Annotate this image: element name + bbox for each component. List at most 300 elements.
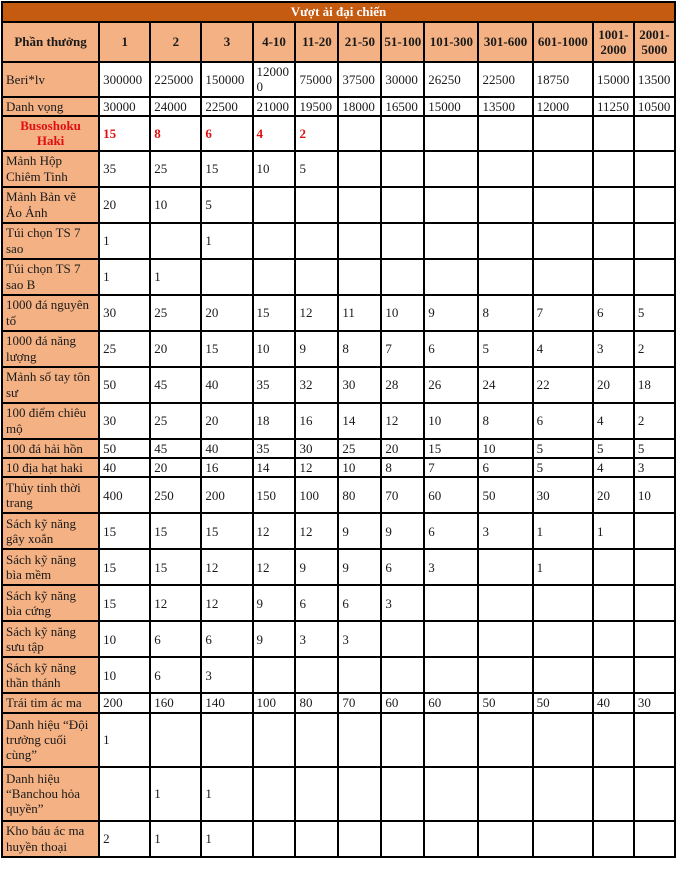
reward-value: 70 bbox=[338, 693, 381, 712]
reward-value: 15 bbox=[253, 295, 296, 331]
reward-value: 45 bbox=[150, 367, 201, 403]
reward-value bbox=[478, 187, 532, 223]
reward-value: 10 bbox=[424, 403, 478, 439]
reward-value bbox=[478, 585, 532, 621]
table-row bbox=[2, 259, 675, 295]
reward-value: 3 bbox=[201, 657, 252, 693]
reward-value: 1 bbox=[99, 223, 150, 259]
reward-value: 40 bbox=[201, 439, 252, 458]
reward-value: 40 bbox=[593, 693, 634, 712]
reward-label: Túi chọn TS 7 sao B bbox=[2, 259, 99, 295]
reward-value bbox=[150, 713, 201, 767]
rank-header: 51-100 bbox=[381, 22, 424, 62]
reward-label: Sách kỹ năng bìa mềm bbox=[2, 549, 99, 585]
reward-value: 12 bbox=[295, 458, 338, 477]
reward-value bbox=[478, 621, 532, 657]
reward-value: 8 bbox=[478, 403, 532, 439]
reward-value: 50 bbox=[99, 367, 150, 403]
reward-value bbox=[478, 657, 532, 693]
reward-value bbox=[253, 767, 296, 821]
reward-value bbox=[424, 657, 478, 693]
reward-label: Busoshoku Haki bbox=[2, 116, 99, 151]
reward-label: Sách kỹ năng bìa cứng bbox=[2, 585, 99, 621]
reward-label: Thủy tinh thời trang bbox=[2, 477, 99, 513]
reward-value bbox=[533, 767, 593, 821]
reward-value: 200 bbox=[201, 477, 252, 513]
reward-value: 18750 bbox=[533, 62, 593, 97]
reward-value: 45 bbox=[150, 439, 201, 458]
reward-value bbox=[593, 821, 634, 857]
reward-value: 2 bbox=[295, 116, 338, 151]
reward-value: 10 bbox=[338, 458, 381, 477]
rank-header: 301-600 bbox=[478, 22, 532, 62]
reward-value: 18000 bbox=[338, 97, 381, 116]
reward-value: 225000 bbox=[150, 62, 201, 97]
reward-value: 50 bbox=[478, 693, 532, 712]
reward-value: 22500 bbox=[478, 62, 532, 97]
reward-label: Mảnh số tay tôn sư bbox=[2, 367, 99, 403]
reward-value bbox=[634, 713, 675, 767]
reward-value bbox=[593, 116, 634, 151]
reward-value bbox=[424, 259, 478, 295]
reward-value: 6 bbox=[593, 295, 634, 331]
reward-value bbox=[338, 821, 381, 857]
table-row bbox=[2, 477, 675, 513]
reward-value: 9 bbox=[253, 585, 296, 621]
reward-value: 9 bbox=[424, 295, 478, 331]
rank-header: 3 bbox=[201, 22, 252, 62]
reward-value bbox=[424, 621, 478, 657]
reward-value: 4 bbox=[593, 458, 634, 477]
reward-value: 9 bbox=[253, 621, 296, 657]
rank-header: 4-10 bbox=[253, 22, 296, 62]
reward-value: 7 bbox=[533, 295, 593, 331]
reward-value: 1 bbox=[150, 767, 201, 821]
reward-value: 6 bbox=[424, 513, 478, 549]
reward-value bbox=[295, 187, 338, 223]
reward-value: 150000 bbox=[201, 62, 252, 97]
reward-value bbox=[593, 713, 634, 767]
reward-value bbox=[381, 259, 424, 295]
rewards-table bbox=[1, 1, 676, 858]
reward-value: 12 bbox=[253, 549, 296, 585]
table-row bbox=[2, 223, 675, 259]
reward-value: 1 bbox=[99, 259, 150, 295]
reward-value bbox=[478, 259, 532, 295]
reward-value bbox=[424, 713, 478, 767]
reward-value: 14 bbox=[338, 403, 381, 439]
table-row bbox=[2, 621, 675, 657]
reward-value: 1 bbox=[150, 259, 201, 295]
reward-value: 20 bbox=[150, 458, 201, 477]
reward-value: 25 bbox=[150, 151, 201, 187]
rank-header: 11-20 bbox=[295, 22, 338, 62]
reward-value: 20 bbox=[593, 477, 634, 513]
reward-value: 10 bbox=[381, 295, 424, 331]
table-row bbox=[2, 821, 675, 857]
reward-value: 15000 bbox=[424, 97, 478, 116]
reward-value bbox=[634, 187, 675, 223]
reward-value: 40 bbox=[99, 458, 150, 477]
reward-label: Trái tim ác ma bbox=[2, 693, 99, 712]
reward-value: 5 bbox=[593, 439, 634, 458]
reward-value bbox=[533, 585, 593, 621]
reward-value: 15 bbox=[201, 331, 252, 367]
table-row bbox=[2, 549, 675, 585]
reward-value: 2 bbox=[99, 821, 150, 857]
reward-value: 6 bbox=[338, 585, 381, 621]
reward-value: 3 bbox=[338, 621, 381, 657]
reward-value bbox=[253, 259, 296, 295]
reward-value: 15 bbox=[150, 549, 201, 585]
table-row bbox=[2, 657, 675, 693]
reward-value bbox=[593, 767, 634, 821]
reward-value bbox=[295, 259, 338, 295]
reward-value: 20 bbox=[381, 439, 424, 458]
table-row bbox=[2, 767, 675, 821]
reward-value: 4 bbox=[593, 403, 634, 439]
reward-value: 9 bbox=[295, 331, 338, 367]
table-body bbox=[2, 62, 675, 857]
reward-value: 30000 bbox=[99, 97, 150, 116]
table-row bbox=[2, 458, 675, 477]
reward-value bbox=[478, 821, 532, 857]
reward-value: 22500 bbox=[201, 97, 252, 116]
reward-value: 160 bbox=[150, 693, 201, 712]
reward-value bbox=[593, 151, 634, 187]
reward-value: 4 bbox=[253, 116, 296, 151]
reward-label: Sách kỹ năng thần thánh bbox=[2, 657, 99, 693]
reward-value: 21000 bbox=[253, 97, 296, 116]
reward-value: 70 bbox=[381, 477, 424, 513]
reward-value: 28 bbox=[381, 367, 424, 403]
reward-value: 2 bbox=[634, 331, 675, 367]
reward-value: 1 bbox=[201, 223, 252, 259]
reward-value: 16 bbox=[201, 458, 252, 477]
reward-value: 1 bbox=[150, 821, 201, 857]
reward-value bbox=[381, 767, 424, 821]
reward-value: 6 bbox=[150, 657, 201, 693]
reward-value bbox=[424, 223, 478, 259]
reward-value: 18 bbox=[634, 367, 675, 403]
reward-value bbox=[478, 116, 532, 151]
reward-value: 10 bbox=[99, 621, 150, 657]
reward-value: 200 bbox=[99, 693, 150, 712]
reward-value bbox=[424, 116, 478, 151]
table-row bbox=[2, 151, 675, 187]
reward-value: 15000 bbox=[593, 62, 634, 97]
reward-value bbox=[634, 116, 675, 151]
table-row bbox=[2, 62, 675, 97]
reward-value: 60 bbox=[424, 693, 478, 712]
reward-value bbox=[381, 821, 424, 857]
reward-value: 26250 bbox=[424, 62, 478, 97]
reward-value bbox=[381, 187, 424, 223]
reward-value: 8 bbox=[478, 295, 532, 331]
reward-value bbox=[424, 767, 478, 821]
reward-value: 140 bbox=[201, 693, 252, 712]
reward-value: 40 bbox=[201, 367, 252, 403]
reward-value: 50 bbox=[533, 693, 593, 712]
reward-value: 5 bbox=[634, 295, 675, 331]
reward-value bbox=[634, 549, 675, 585]
reward-value bbox=[424, 585, 478, 621]
reward-value bbox=[533, 187, 593, 223]
reward-value: 5 bbox=[478, 331, 532, 367]
reward-value bbox=[381, 657, 424, 693]
reward-value: 1 bbox=[533, 549, 593, 585]
reward-value: 9 bbox=[295, 549, 338, 585]
reward-value: 30 bbox=[338, 367, 381, 403]
reward-value bbox=[201, 713, 252, 767]
reward-label: 10 địa hạt haki bbox=[2, 458, 99, 477]
reward-label: Beri*lv bbox=[2, 62, 99, 97]
reward-value: 25 bbox=[150, 295, 201, 331]
reward-value: 37500 bbox=[338, 62, 381, 97]
rank-header: 2001-5000 bbox=[634, 22, 675, 62]
reward-value bbox=[634, 657, 675, 693]
reward-value: 10 bbox=[253, 331, 296, 367]
reward-value bbox=[593, 657, 634, 693]
reward-value: 35 bbox=[253, 439, 296, 458]
reward-value bbox=[295, 223, 338, 259]
reward-value: 6 bbox=[424, 331, 478, 367]
reward-value: 24 bbox=[478, 367, 532, 403]
reward-value bbox=[253, 713, 296, 767]
reward-value: 250 bbox=[150, 477, 201, 513]
reward-value: 10 bbox=[150, 187, 201, 223]
reward-value: 35 bbox=[99, 151, 150, 187]
reward-value: 10 bbox=[253, 151, 296, 187]
reward-value: 20 bbox=[99, 187, 150, 223]
reward-label: 100 đá hải hồn bbox=[2, 439, 99, 458]
reward-value: 11 bbox=[338, 295, 381, 331]
reward-value: 15 bbox=[201, 513, 252, 549]
reward-value: 25 bbox=[338, 439, 381, 458]
reward-value: 8 bbox=[150, 116, 201, 151]
rank-header: 1 bbox=[99, 22, 150, 62]
reward-value: 20 bbox=[201, 403, 252, 439]
reward-value bbox=[533, 151, 593, 187]
rank-header: 21-50 bbox=[338, 22, 381, 62]
reward-value: 6 bbox=[533, 403, 593, 439]
reward-value bbox=[253, 223, 296, 259]
reward-value: 1 bbox=[201, 821, 252, 857]
rank-header: 601-1000 bbox=[533, 22, 593, 62]
reward-value bbox=[533, 259, 593, 295]
reward-value bbox=[533, 657, 593, 693]
table-row bbox=[2, 331, 675, 367]
reward-value bbox=[533, 621, 593, 657]
reward-value: 50 bbox=[99, 439, 150, 458]
reward-value: 11250 bbox=[593, 97, 634, 116]
reward-value: 12 bbox=[295, 513, 338, 549]
reward-value: 15 bbox=[150, 513, 201, 549]
reward-value: 35 bbox=[253, 367, 296, 403]
reward-value: 6 bbox=[201, 116, 252, 151]
reward-value: 25 bbox=[99, 331, 150, 367]
reward-value bbox=[478, 767, 532, 821]
reward-value: 5 bbox=[634, 439, 675, 458]
reward-value: 9 bbox=[338, 513, 381, 549]
reward-value: 10 bbox=[478, 439, 532, 458]
reward-value bbox=[593, 259, 634, 295]
reward-value: 20 bbox=[593, 367, 634, 403]
rank-header: 101-300 bbox=[424, 22, 478, 62]
reward-value: 6 bbox=[201, 621, 252, 657]
reward-value bbox=[338, 187, 381, 223]
reward-value: 20 bbox=[201, 295, 252, 331]
reward-value: 60 bbox=[424, 477, 478, 513]
reward-value bbox=[424, 187, 478, 223]
reward-value: 15 bbox=[99, 549, 150, 585]
table-row bbox=[2, 585, 675, 621]
reward-value bbox=[253, 821, 296, 857]
reward-label: Danh hiệu “Đội trưởng cuối cùng” bbox=[2, 713, 99, 767]
reward-value: 30 bbox=[634, 693, 675, 712]
reward-value: 20 bbox=[150, 331, 201, 367]
reward-value bbox=[295, 713, 338, 767]
reward-value: 300000 bbox=[99, 62, 150, 97]
reward-value bbox=[381, 151, 424, 187]
table-row bbox=[2, 97, 675, 116]
reward-value: 1 bbox=[99, 713, 150, 767]
reward-value bbox=[338, 657, 381, 693]
reward-value bbox=[295, 821, 338, 857]
reward-label: 1000 đá năng lượng bbox=[2, 331, 99, 367]
reward-value: 10 bbox=[634, 477, 675, 513]
reward-value: 8 bbox=[381, 458, 424, 477]
reward-value: 100 bbox=[253, 693, 296, 712]
reward-value: 15 bbox=[99, 513, 150, 549]
table-row bbox=[2, 367, 675, 403]
reward-value bbox=[338, 713, 381, 767]
header-row bbox=[2, 22, 675, 62]
reward-value: 1 bbox=[533, 513, 593, 549]
reward-value: 9 bbox=[381, 513, 424, 549]
reward-value: 12 bbox=[150, 585, 201, 621]
reward-value: 15 bbox=[99, 585, 150, 621]
rank-header: 2 bbox=[150, 22, 201, 62]
reward-value: 16 bbox=[295, 403, 338, 439]
rank-header: 1001-2000 bbox=[593, 22, 634, 62]
reward-value: 12 bbox=[295, 295, 338, 331]
reward-value: 26 bbox=[424, 367, 478, 403]
reward-value: 4 bbox=[533, 331, 593, 367]
reward-value bbox=[381, 223, 424, 259]
reward-value: 100 bbox=[295, 477, 338, 513]
reward-value: 30000 bbox=[381, 62, 424, 97]
reward-value bbox=[253, 657, 296, 693]
reward-value bbox=[381, 713, 424, 767]
reward-value bbox=[634, 767, 675, 821]
table-row bbox=[2, 295, 675, 331]
reward-value: 80 bbox=[338, 477, 381, 513]
reward-value bbox=[634, 513, 675, 549]
reward-value: 6 bbox=[150, 621, 201, 657]
reward-label: 1000 đá nguyên tố bbox=[2, 295, 99, 331]
reward-value: 13500 bbox=[478, 97, 532, 116]
reward-value: 8 bbox=[338, 331, 381, 367]
reward-label: Sách kỹ năng gây xoắn bbox=[2, 513, 99, 549]
reward-value bbox=[201, 259, 252, 295]
reward-value: 30 bbox=[533, 477, 593, 513]
reward-value: 10 bbox=[99, 657, 150, 693]
reward-value: 25 bbox=[150, 403, 201, 439]
reward-value bbox=[338, 151, 381, 187]
reward-value bbox=[533, 223, 593, 259]
reward-value bbox=[338, 259, 381, 295]
reward-label: Danh vọng bbox=[2, 97, 99, 116]
reward-value bbox=[295, 767, 338, 821]
reward-value: 5 bbox=[201, 187, 252, 223]
table-row bbox=[2, 403, 675, 439]
reward-value: 30 bbox=[99, 295, 150, 331]
reward-value bbox=[593, 621, 634, 657]
reward-value: 7 bbox=[381, 331, 424, 367]
reward-value bbox=[478, 223, 532, 259]
reward-value: 32 bbox=[295, 367, 338, 403]
reward-value: 400 bbox=[99, 477, 150, 513]
reward-value: 24000 bbox=[150, 97, 201, 116]
reward-label: Mảnh Hộp Chiêm Tinh bbox=[2, 151, 99, 187]
reward-value bbox=[478, 151, 532, 187]
table-title: Vượt ải đại chiến bbox=[2, 2, 675, 22]
reward-value bbox=[338, 116, 381, 151]
reward-value: 3 bbox=[295, 621, 338, 657]
reward-label: Sách kỹ năng sưu tập bbox=[2, 621, 99, 657]
table-row bbox=[2, 513, 675, 549]
reward-value bbox=[338, 767, 381, 821]
reward-value bbox=[338, 223, 381, 259]
table-row bbox=[2, 693, 675, 712]
reward-value: 2 bbox=[634, 403, 675, 439]
reward-value bbox=[634, 223, 675, 259]
reward-value: 13500 bbox=[634, 62, 675, 97]
reward-value bbox=[99, 767, 150, 821]
reward-value: 7 bbox=[424, 458, 478, 477]
reward-value bbox=[381, 116, 424, 151]
reward-label: Mảnh Bản vẽ Ảo Ảnh bbox=[2, 187, 99, 223]
reward-value: 6 bbox=[295, 585, 338, 621]
reward-value: 3 bbox=[634, 458, 675, 477]
reward-value: 18 bbox=[253, 403, 296, 439]
reward-value bbox=[593, 585, 634, 621]
reward-value bbox=[593, 549, 634, 585]
reward-value bbox=[478, 549, 532, 585]
reward-value: 9 bbox=[338, 549, 381, 585]
reward-value: 75000 bbox=[295, 62, 338, 97]
reward-value bbox=[381, 621, 424, 657]
reward-value: 12 bbox=[381, 403, 424, 439]
reward-value: 3 bbox=[593, 331, 634, 367]
reward-value: 3 bbox=[478, 513, 532, 549]
reward-value bbox=[634, 585, 675, 621]
reward-value bbox=[253, 187, 296, 223]
reward-value: 15 bbox=[201, 151, 252, 187]
reward-label: Túi chọn TS 7 sao bbox=[2, 223, 99, 259]
reward-value: 30 bbox=[99, 403, 150, 439]
reward-label: Kho báu ác ma huyền thoại bbox=[2, 821, 99, 857]
table-row bbox=[2, 713, 675, 767]
reward-value bbox=[424, 151, 478, 187]
reward-value: 15 bbox=[424, 439, 478, 458]
reward-value: 1 bbox=[593, 513, 634, 549]
reward-value: 12 bbox=[201, 585, 252, 621]
header-label: Phần thưởng bbox=[2, 22, 99, 62]
table-row bbox=[2, 439, 675, 458]
reward-value: 5 bbox=[533, 458, 593, 477]
